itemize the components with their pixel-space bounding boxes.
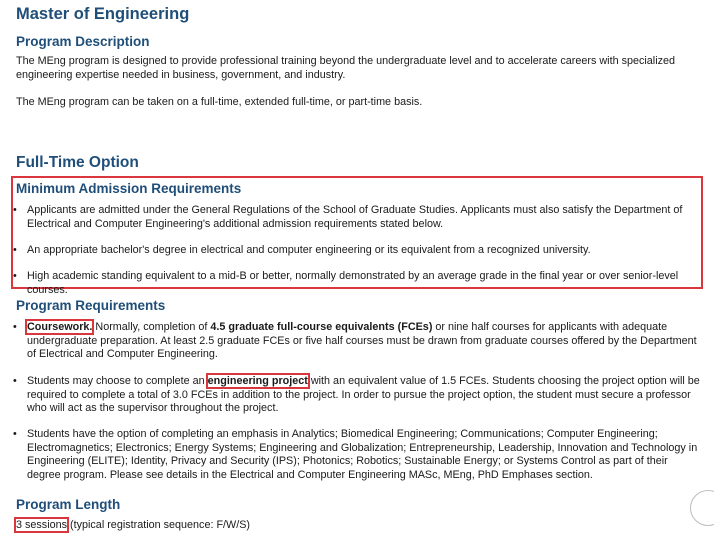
program-description-paragraph-1: The MEng program is designed to provide professional training beyond the undergraduate level and to accelerate careers with specialized engineering expertise needed in business, government, and industry. xyxy=(16,55,676,81)
bullet: • xyxy=(13,428,17,440)
bullet: • xyxy=(13,270,17,282)
coursework-highlight: Coursework. xyxy=(27,321,93,333)
program-length-text xyxy=(16,519,706,533)
admission-item-text: High academic standing equivalent to a mid-B or better, normally demonstrated by an average grade in the final year or over senior-level courses. xyxy=(27,270,679,296)
program-description-heading: Program Description xyxy=(16,34,150,49)
engineering-project-highlight: engineering project xyxy=(207,375,308,387)
requirement-item-text xyxy=(27,375,701,416)
admission-item xyxy=(13,270,701,297)
admission-item xyxy=(13,204,701,231)
bullet: • xyxy=(13,321,17,333)
requirement-item-text: Students have the option of completing an emphasis in Analytics; Biomedical Engineering; Communications; Computer Engineering; Electromagnetics; Electronics; Energy Systems; Engineering and Globalization; Entrepreneurship, Leadership, Innovation and Technology in Engineering (ELITE); Identity, Privacy and Security (IPS); Photonics; Robotics; Sustainable Energy; or Systems Control as part of their degree program. Please see details in the Electrical and Computer Engineering MASc, MEng, PhD Emphases section. xyxy=(27,428,698,481)
text-fragment: (typical registration sequence: F/W/S) xyxy=(67,519,251,531)
text-fragment: Students may choose to complete an xyxy=(27,375,208,387)
admission-item-text: An appropriate bachelor's degree in electrical and computer engineering or its equivalent from a recognized university. xyxy=(27,244,591,256)
full-time-option-heading: Full-Time Option xyxy=(16,154,139,171)
text-fragment: or nine half courses for applicants with adequate undergraduate preparation. At least 2.5 graduate FCEs or five half courses must be drawn from graduate courses offered by the Department of Electrical and Computer Engineering. xyxy=(27,321,697,360)
program-description-paragraph-2: The MEng program can be taken on a full-time, extended full-time, or part-time basis. xyxy=(16,96,423,108)
bullet: • xyxy=(13,375,17,387)
program-requirements-heading: Program Requirements xyxy=(16,298,166,313)
bullet: • xyxy=(13,244,17,256)
fce-emphasis: 4.5 graduate full-course equivalents (FCEs) xyxy=(210,321,433,333)
text-fragment: with an equivalent value of 1.5 FCEs. Students choosing the project option will be required to complete a total of 3.0 FCEs in addition to the project. In order to pursue the project option, the student must secure a professor who will act as the supervisor throughout the project. xyxy=(27,375,700,414)
requirement-item-project xyxy=(13,375,701,416)
text-fragment: Normally, completion of xyxy=(92,321,211,333)
program-length-heading: Program Length xyxy=(16,497,121,512)
bullet: • xyxy=(13,204,17,216)
sessions-highlight: 3 sessions xyxy=(16,519,68,531)
requirement-item-text xyxy=(27,321,701,362)
admission-requirements-heading: Minimum Admission Requirements xyxy=(16,181,242,196)
page-title: Master of Engineering xyxy=(16,5,190,23)
admission-item-text: Applicants are admitted under the General Regulations of the School of Graduate Studies. Applicants must also satisfy the Department of Electrical and Computer Engineering's additional admission requirements stated below. xyxy=(27,204,683,230)
requirement-item-emphasis xyxy=(13,428,701,482)
admission-item xyxy=(13,244,701,258)
requirement-item-coursework xyxy=(13,321,701,362)
